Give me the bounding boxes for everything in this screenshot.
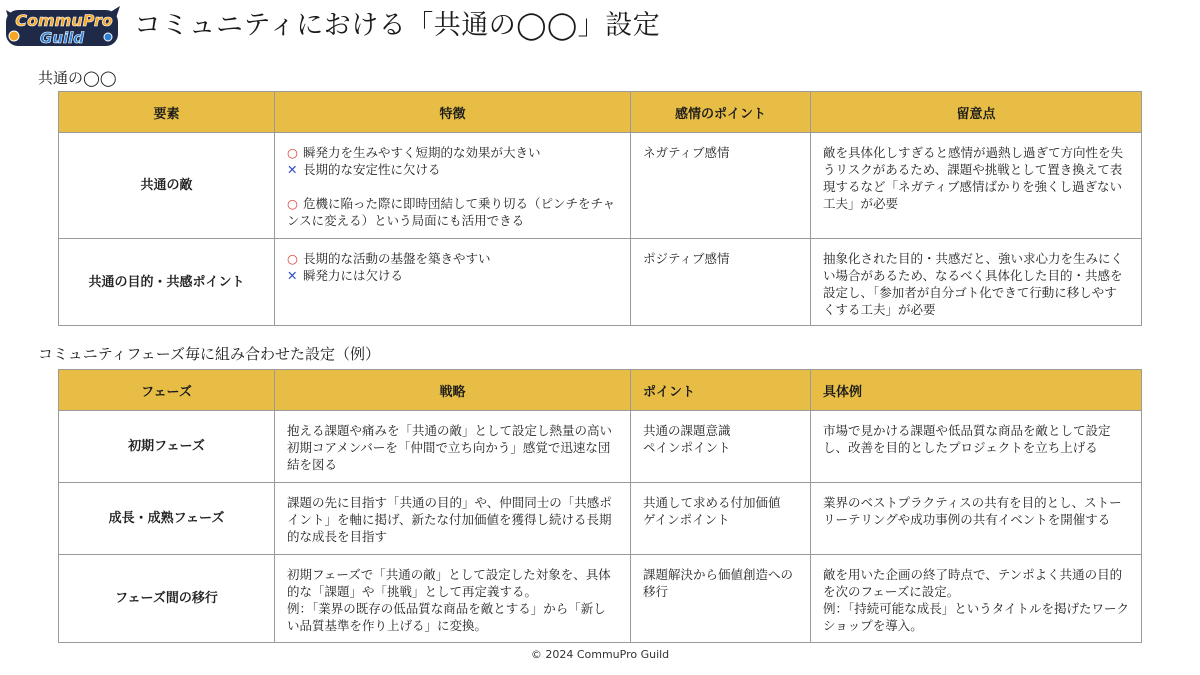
phase-label: 初期フェーズ [59, 411, 275, 483]
table-header-row [59, 92, 1142, 133]
emotion-cell: ポジティブ感情 [631, 239, 811, 326]
notes-cell: 抽象化された目的・共感だと、強い求心力を生みにくい場合があるため、なるべく具体化した目的・共感を設定し、「参加者が自分ゴト化できて行動に移しやすくする工夫」が必要 [811, 239, 1142, 326]
common-elements-table [58, 91, 1142, 326]
table-row [59, 133, 1142, 239]
column-header-strategy: 戦略 [275, 370, 631, 411]
cross-mark-icon: ✕ [287, 268, 298, 283]
table-row [59, 411, 1142, 483]
section-title-common: 共通の◯◯ [38, 69, 117, 87]
logo-line1: CommuPro [15, 11, 113, 30]
page-title: コミュニティにおける「共通の◯◯」設定 [134, 10, 661, 41]
point-item: 共通の課題意識 [643, 423, 731, 438]
column-header-emotion: 感情のポイント [631, 92, 811, 133]
emotion-cell: ネガティブ感情 [631, 133, 811, 239]
element-label: 共通の目的・共感ポイント [59, 239, 275, 326]
logo-line2: Guild [39, 29, 85, 47]
feature-item [287, 144, 618, 161]
commupro-guild-logo [4, 4, 122, 50]
header [0, 0, 1200, 56]
feature-item [287, 195, 618, 229]
feature-text: 瞬発力には欠ける [303, 268, 404, 283]
example-detail-text: 例：「持続可能な成長」というタイトルを掲げたワークショップを導入。 [823, 601, 1130, 633]
feature-text: 危機に陥った際に即時団結して乗り切る（ピンチをチャンスに変える）という局面にも活用できる [287, 196, 616, 228]
features-cell [275, 133, 631, 239]
example-cell: 業界のベストプラクティスの共有を目的とし、ストーリーテリングや成功事例の共有イベントを開催する [811, 483, 1142, 555]
strategy-cell: 抱える課題や痛みを「共通の敵」として設定し熱量の高い初期コアメンバーを「仲間で立ち向かう」感覚で迅速な団結を図る [275, 411, 631, 483]
circle-mark-icon: ○ [287, 145, 298, 160]
point-item: 課題解決から価値創造への移行 [643, 567, 794, 599]
table-row [59, 483, 1142, 555]
point-cell [631, 555, 811, 643]
point-cell [631, 483, 811, 555]
strategy-cell [275, 555, 631, 643]
example-cell [811, 555, 1142, 643]
circle-mark-icon: ○ [287, 196, 298, 211]
strategy-example-text: 例：「業界の既存の低品質な商品を敵とする」から「新しい品質基準を作り上げる」に変換。 [287, 601, 606, 633]
feature-item [287, 250, 618, 267]
feature-text: 瞬発力を生みやすく短期的な効果が大きい [303, 145, 541, 160]
point-item: ペインポイント [643, 440, 731, 455]
example-cell: 市場で見かける課題や低品質な商品を敵として設定し、改善を目的としたプロジェクトを立ち上げる [811, 411, 1142, 483]
phase-label: フェーズ間の移行 [59, 555, 275, 643]
point-item: 共通して求める付加価値 [643, 495, 781, 510]
column-header-example: 具体例 [811, 370, 1142, 411]
point-cell [631, 411, 811, 483]
column-header-element: 要素 [59, 92, 275, 133]
table-row [59, 239, 1142, 326]
features-cell [275, 239, 631, 326]
strategy-text: 初期フェーズで「共通の敵」として設定した対象を、具体的な「課題」や「挑戦」として再定義する。 [287, 567, 611, 599]
section-title-phases: コミュニティフェーズ毎に組み合わせた設定（例） [38, 345, 381, 363]
column-header-notes: 留意点 [811, 92, 1142, 133]
phase-settings-table [58, 369, 1142, 643]
feature-item [287, 267, 618, 284]
strategy-cell: 課題の先に目指す「共通の目的」や、仲間同士の「共感ポイント」を軸に掲げ、新たな付加価値を獲得し続ける長期的な成長を目指す [275, 483, 631, 555]
circle-mark-icon: ○ [287, 251, 298, 266]
feature-item [287, 161, 618, 178]
point-item: ゲインポイント [643, 512, 730, 527]
column-header-features: 特徴 [275, 92, 631, 133]
element-label: 共通の敵 [59, 133, 275, 239]
column-header-point: ポイント [631, 370, 811, 411]
column-header-phase: フェーズ [59, 370, 275, 411]
feature-text: 長期的な活動の基盤を築きやすい [303, 251, 491, 266]
cross-mark-icon: ✕ [287, 162, 298, 177]
table-row [59, 555, 1142, 643]
copyright-footer: © 2024 CommuPro Guild [530, 648, 670, 661]
feature-text: 長期的な安定性に欠ける [303, 162, 441, 177]
example-text: 敵を用いた企画の終了時点で、テンポよく共通の目的を次のフェーズに設定。 [823, 567, 1123, 599]
notes-cell: 敵を具体化しすぎると感情が過熱し過ぎて方向性を失うリスクがあるため、課題や挑戦として置き換えて表現するなど「ネガティブ感情ばかりを強くし過ぎない工夫」が必要 [811, 133, 1142, 239]
phase-label: 成長・成熟フェーズ [59, 483, 275, 555]
table-header-row [59, 370, 1142, 411]
